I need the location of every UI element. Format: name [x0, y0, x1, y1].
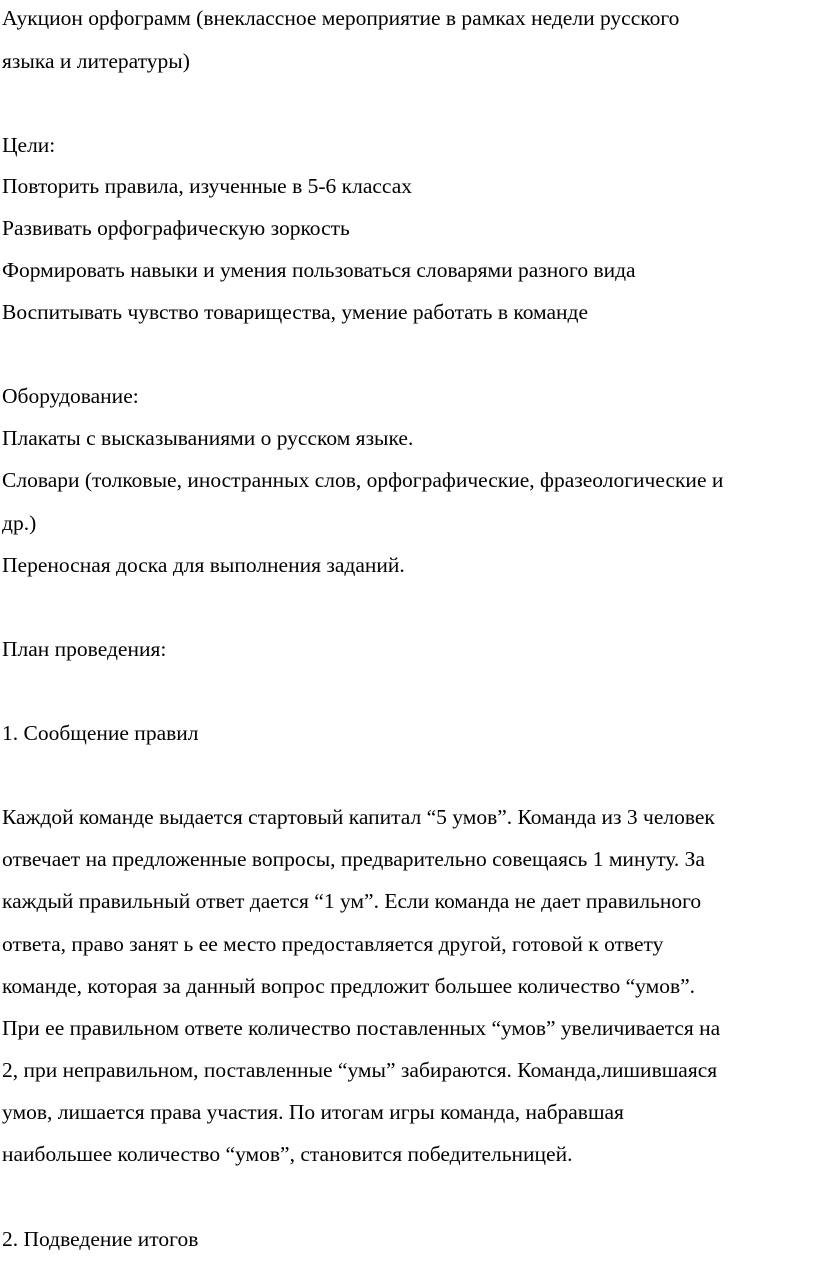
document-title-line-1: Аукцион орфограмм (внеклассное мероприятие в рамках недели русского	[2, 6, 680, 30]
section-1-paragraph-line: наибольшее количество “умов”, становится победительницей.	[2, 1142, 573, 1166]
section-1-paragraph-line: Каждой команде выдается стартовый капитал “5 умов”. Команда из 3 человек	[2, 805, 715, 829]
goal-item: Формировать навыки и умения пользоваться словарями разного вида	[2, 258, 636, 282]
goal-item: Воспитывать чувство товарищества, умение работать в команде	[2, 300, 589, 324]
document-title-line-2: языка и литературы)	[2, 49, 190, 73]
section-1-title: 1. Сообщение правил	[2, 721, 199, 745]
equipment-heading: Оборудование:	[2, 384, 139, 408]
goals-heading: Цели:	[2, 133, 56, 157]
section-1-paragraph-line: каждый правильный ответ дается “1 ум”. Если команда не дает правильного	[2, 889, 702, 913]
equipment-item: др.)	[2, 511, 37, 535]
equipment-item: Плакаты с высказываниями о русском языке.	[2, 426, 414, 450]
section-1-paragraph-line: 2, при неправильном, поставленные “умы” забираются. Команда,лишившаяся	[2, 1058, 718, 1082]
equipment-item: Переносная доска для выполнения заданий.	[2, 553, 405, 577]
section-1-paragraph-line: отвечает на предложенные вопросы, предварительно совещаясь 1 минуту. За	[2, 847, 705, 871]
section-1-paragraph-line: При ее правильном ответе количество поставленных “умов” увеличивается на	[2, 1016, 721, 1040]
goal-item: Развивать орфографическую зоркость	[2, 216, 350, 240]
goal-item: Повторить правила, изученные в 5-6 классах	[2, 174, 413, 198]
section-2-title: 2. Подведение итогов	[2, 1227, 199, 1251]
equipment-item: Словари (толковые, иностранных слов, орфографические, фразеологические и	[2, 468, 724, 492]
section-1-paragraph-line: ответа, право занят ь ее место предоставляется другой, готовой к ответу	[2, 932, 664, 956]
plan-heading: План проведения:	[2, 637, 167, 661]
section-1-paragraph-line: команде, которая за данный вопрос предложит большее количество “умов”.	[2, 974, 696, 998]
section-1-paragraph-line: умов, лишается права участия. По итогам игры команда, набравшая	[2, 1100, 624, 1124]
